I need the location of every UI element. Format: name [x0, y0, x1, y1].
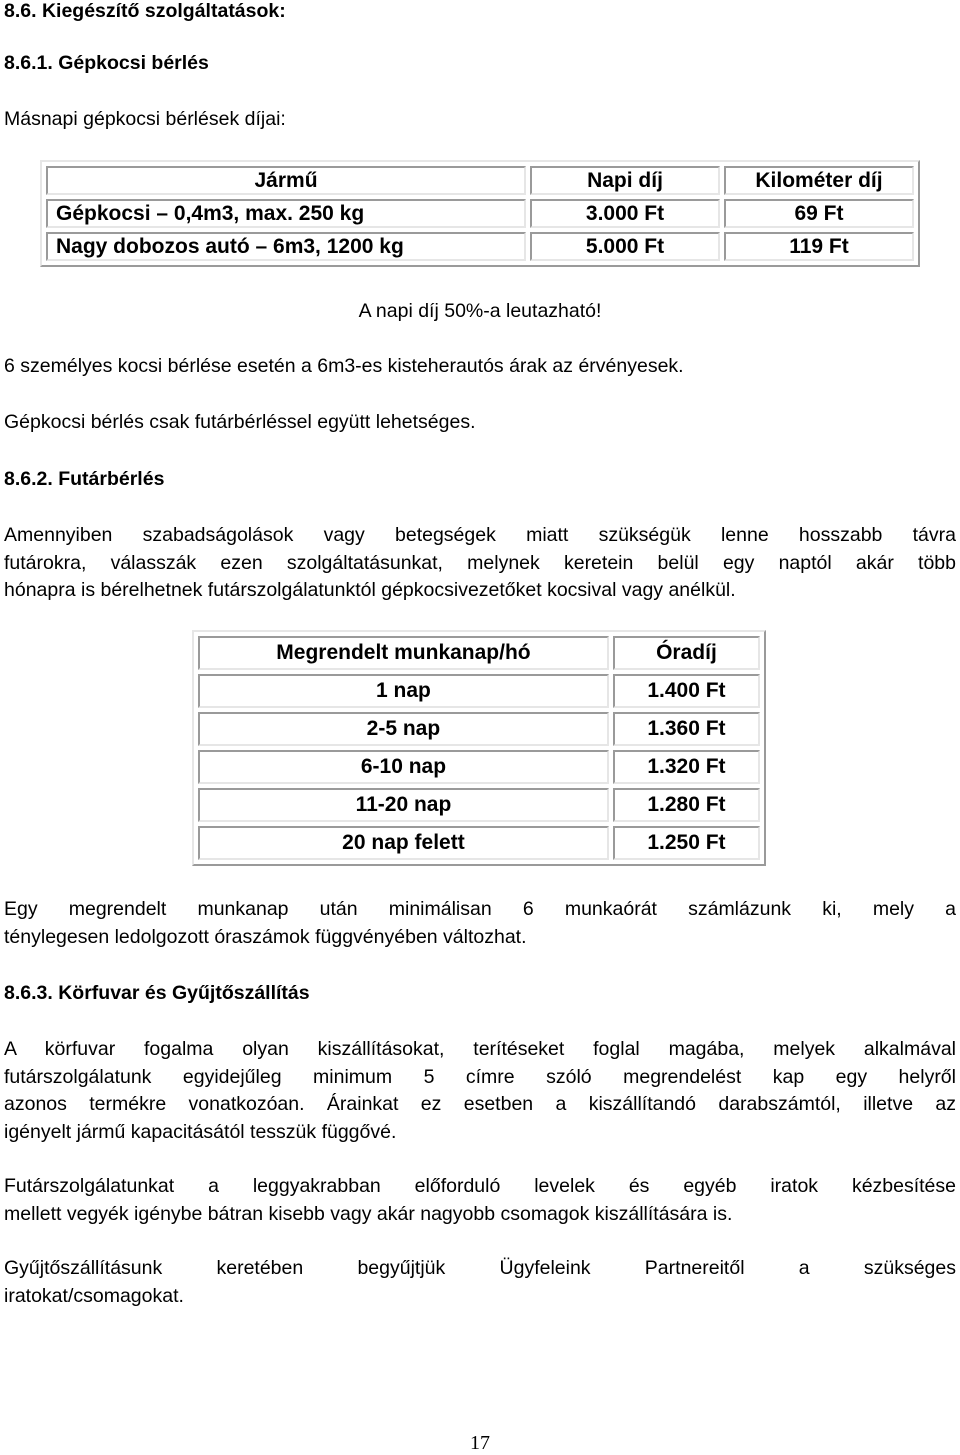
section-heading-8-6-1: 8.6.1. Gépkocsi bérlés	[4, 52, 209, 74]
paragraph-line: Egy megrendelt munkanap után minimálisan 6 munkaórát számlázunk ki, mely a	[4, 898, 956, 920]
rental-intro: Másnapi gépkocsi bérlések díjai:	[4, 108, 286, 130]
table-row	[198, 750, 760, 784]
header-hourly-rate: Óradíj	[613, 636, 760, 670]
table-header-row	[46, 166, 914, 195]
minimum-hours-paragraph	[4, 896, 956, 951]
paragraph-line: futárszolgálatunk egyidejűleg minimum 5 címre szóló megrendelést kap egy helyről	[4, 1065, 956, 1088]
table-cell: 1.320 Ft	[613, 750, 760, 784]
courier-service-paragraph	[4, 1173, 956, 1228]
daily-fee-note: A napi díj 50%-a leutazható!	[358, 300, 602, 322]
table-cell: 69 Ft	[724, 199, 914, 228]
table-cell: Nagy dobozos autó – 6m3, 1200 kg	[46, 232, 526, 261]
table-row	[198, 674, 760, 708]
table-cell: 11-20 nap	[198, 788, 609, 822]
paragraph-line: futárokra, válasszák ezen szolgáltatásunkat, melynek keretein belül egy naptól akár több	[4, 551, 956, 574]
paragraph-line: ténylegesen ledolgozott óraszámok függvényében változhat.	[4, 925, 527, 948]
section-heading-8-6-3: 8.6.3. Körfuvar és Gyűjtőszállítás	[4, 982, 310, 1004]
table-cell: 3.000 Ft	[530, 199, 720, 228]
table-cell: 1.400 Ft	[613, 674, 760, 708]
table-cell: 119 Ft	[724, 232, 914, 261]
header-workdays: Megrendelt munkanap/hó	[198, 636, 609, 670]
table-cell: 6-10 nap	[198, 750, 609, 784]
paragraph-line: igényelt jármű kapacitásától tesszük függővé.	[4, 1120, 397, 1143]
paragraph-line: hónapra is bérelhetnek futárszolgálatunktól gépkocsivezetőket kocsival vagy anélkül.	[4, 579, 736, 601]
table-row	[46, 199, 914, 228]
rental-condition-note: Gépkocsi bérlés csak futárbérléssel együtt lehetséges.	[4, 411, 476, 433]
korfuvar-paragraph	[4, 1036, 956, 1146]
section-heading-8-6: 8.6. Kiegészítő szolgáltatások:	[4, 0, 286, 22]
table-cell: 1.280 Ft	[613, 788, 760, 822]
paragraph-line: Gyűjtőszállításunk keretében begyűjtjük Ügyfeleink Partnereitől a szükséges	[4, 1257, 956, 1279]
table-cell: 2-5 nap	[198, 712, 609, 746]
paragraph-line: A körfuvar fogalma olyan kiszállításokat, terítéseket foglal magába, melyek alkalmával	[4, 1038, 956, 1060]
table-cell: 20 nap felett	[198, 826, 609, 860]
table-row	[198, 788, 760, 822]
table-cell: 5.000 Ft	[530, 232, 720, 261]
table-cell: 1.360 Ft	[613, 712, 760, 746]
paragraph-line: Futárszolgálatunkat a leggyakrabban előforduló levelek és egyéb iratok kézbesítése	[4, 1175, 956, 1197]
paragraph-line: mellett vegyék igénybe bátran kisebb vagy akár nagyobb csomagok kiszállítására is.	[4, 1202, 733, 1225]
table-row	[46, 232, 914, 261]
section-heading-8-6-2: 8.6.2. Futárbérlés	[4, 468, 165, 490]
paragraph-line: azonos termékre vonatkozóan. Árainkat ez esetben a kiszállítandó darabszámtól, illetve az	[4, 1093, 956, 1115]
table-row	[198, 826, 760, 860]
table-header-row	[198, 636, 760, 670]
table-cell: 1.250 Ft	[613, 826, 760, 860]
paragraph-line: iratokat/csomagokat.	[4, 1284, 184, 1307]
paragraph-line: Amennyiben szabadságolások vagy betegségek miatt szükségük lenne hosszabb távra	[4, 524, 956, 546]
rental-price-table	[40, 160, 920, 267]
courier-paragraph	[4, 522, 956, 605]
table-row	[198, 712, 760, 746]
page-number: 17	[470, 1432, 490, 1454]
header-km-fee: Kilométer díj	[724, 166, 914, 195]
six-person-note: 6 személyes kocsi bérlése esetén a 6m3-es kisteherautós árak az érvényesek.	[4, 355, 684, 377]
courier-rate-table	[192, 630, 766, 866]
table-cell: 1 nap	[198, 674, 609, 708]
header-vehicle: Jármű	[46, 166, 526, 195]
table-cell: Gépkocsi – 0,4m3, max. 250 kg	[46, 199, 526, 228]
header-daily-fee: Napi díj	[530, 166, 720, 195]
collection-paragraph	[4, 1255, 956, 1310]
